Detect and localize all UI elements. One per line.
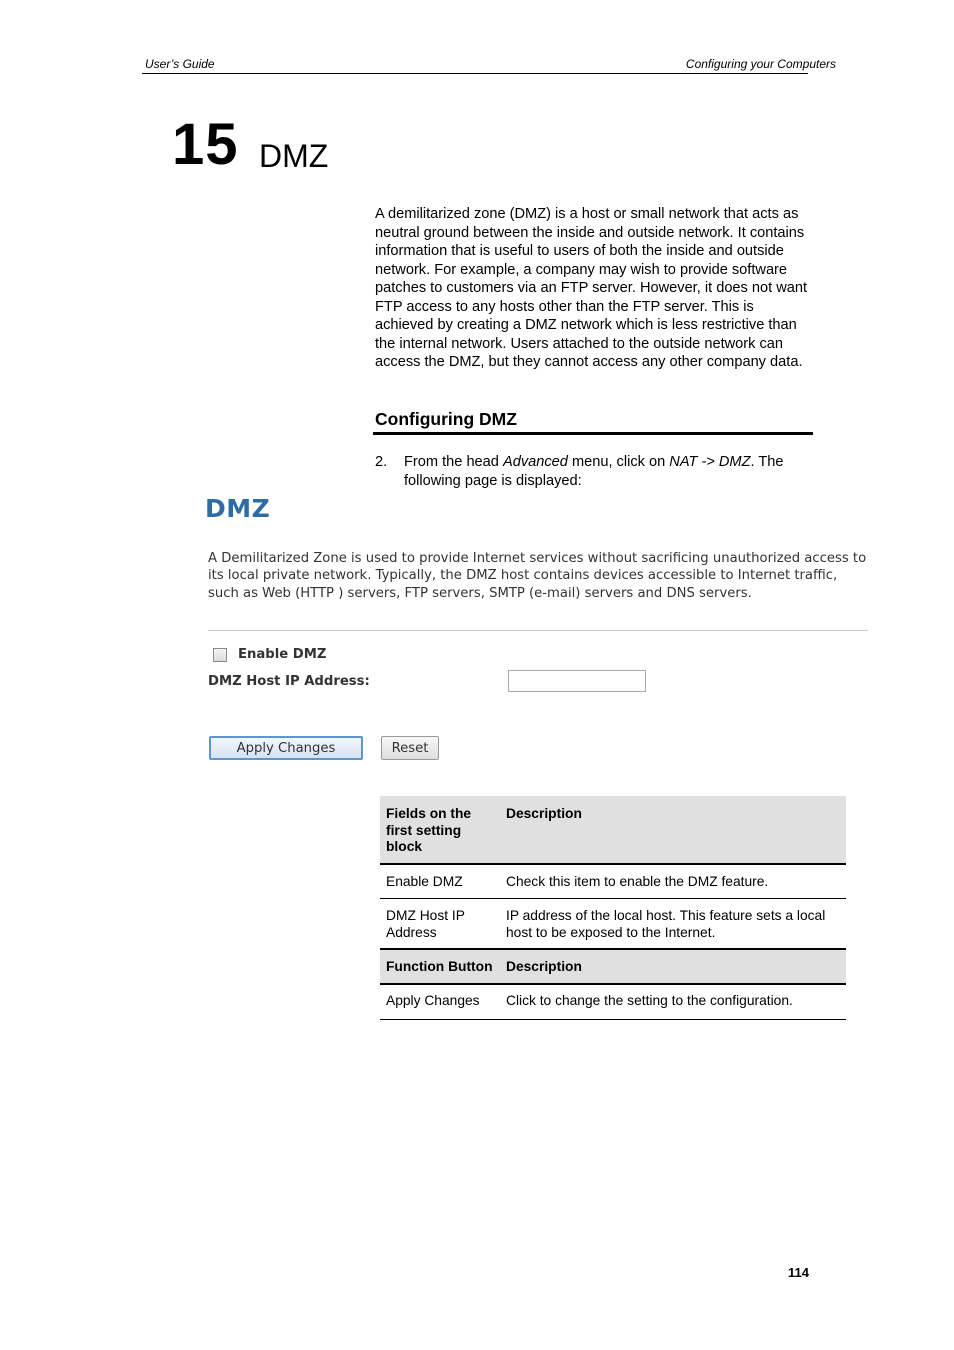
step-text-suffix: . The following page is displayed: (404, 454, 784, 489)
dmz-page-divider (208, 630, 868, 631)
step-number: 2. (375, 454, 388, 470)
step-menu-name: Advanced (502, 454, 568, 470)
table-cell: DMZ Host IP Address (386, 908, 465, 940)
section-divider (373, 432, 813, 435)
running-header-right: Configuring your Computers (685, 57, 836, 71)
dmz-host-ip-input[interactable] (508, 670, 646, 692)
running-header-left: User’s Guide (145, 57, 215, 71)
table-header-row (380, 950, 846, 985)
table-row (380, 865, 846, 899)
field-description-table (380, 796, 846, 1020)
step-text (404, 453, 814, 491)
enable-dmz-label: Enable DMZ (238, 647, 327, 662)
header-divider (142, 73, 808, 74)
step-text-middle: menu, click on (567, 454, 670, 470)
table-cell: Enable DMZ (386, 874, 463, 889)
enable-dmz-checkbox[interactable] (213, 648, 227, 662)
dmz-host-ip-label: DMZ Host IP Address: (208, 674, 370, 689)
table-header-row (380, 796, 846, 865)
table-header-cell: Description (506, 806, 582, 821)
table-cell: IP address of the local host. This feature sets a local host to be exposed to the Internet. (506, 908, 826, 940)
table-row (380, 899, 846, 950)
table-header-cell: Function Button (386, 959, 493, 974)
table-cell: Apply Changes (386, 993, 480, 1008)
table-header-cell: Fields on the first setting block (386, 806, 472, 854)
section-title: Configuring DMZ (375, 409, 517, 429)
dmz-page-description: A Demilitarized Zone is used to provide Internet services without sacrificing unauthorized access to its local private network. Typically, the DMZ host contains devices accessible to Internet traffic, such as Web (HTTP ) servers, FTP servers, SMTP (e-mail) servers and DNS servers. (208, 551, 867, 601)
reset-button[interactable]: Reset (381, 736, 439, 760)
step-menu-path: NAT -> DMZ (669, 454, 751, 470)
apply-changes-button[interactable]: Apply Changes (209, 736, 363, 760)
intro-paragraph: A demilitarized zone (DMZ) is a host or small network that acts as neutral ground between the inside and outside network. It contains information that is useful to users of both the inside and outside network. For example, a company may wish to provide software patches to customers via an FTP server. However, it does not want FTP access to any hosts other than the FTP server. This is achieved by creating a DMZ network which is less restrictive than the internal network. Users attached to the outside network can access the DMZ, but they cannot access any other company data. (375, 206, 808, 370)
dmz-page-title: DMZ (205, 494, 271, 523)
chapter-title: DMZ (259, 138, 329, 174)
page-number: 114 (788, 1265, 809, 1280)
table-header-cell: Description (506, 959, 582, 974)
table-cell: Click to change the setting to the configuration. (506, 993, 793, 1008)
table-cell: Check this item to enable the DMZ feature. (506, 874, 769, 889)
chapter-number: 15 (172, 112, 239, 177)
step-text-prefix: From the head (404, 454, 503, 470)
table-row (380, 985, 846, 1020)
